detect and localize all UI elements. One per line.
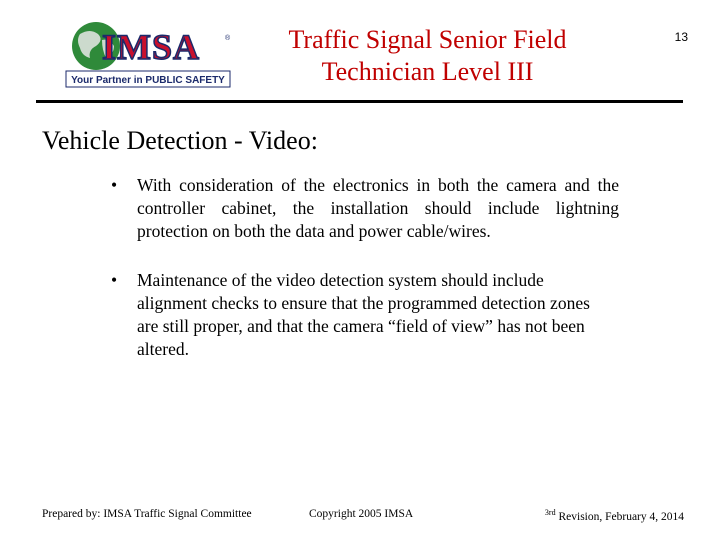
logo-tagline: Your Partner in PUBLIC SAFETY (71, 75, 225, 86)
revision-ordinal: 3rd (544, 508, 556, 517)
revision-text: Revision, February 4, 2014 (555, 510, 684, 523)
slide-title (250, 24, 605, 88)
bullet-list (111, 174, 619, 361)
logo-wordmark: IMSA (102, 27, 201, 67)
bullet-text: Maintenance of the video detection system should include alignment checks to ensure that the programmed detection zones are still proper, and that the camera “field of view” has not been altered. (137, 270, 590, 359)
bullet-icon: • (111, 270, 118, 290)
bullet-icon: • (111, 175, 118, 195)
slide-number: 13 (674, 30, 688, 44)
svg-text:®: ® (225, 35, 231, 42)
slide-title-line-1: Traffic Signal Senior Field (288, 25, 567, 54)
slide-title-line-2: Technician Level III (321, 57, 534, 86)
footer-prepared-by: Prepared by: IMSA Traffic Signal Committee (42, 508, 252, 520)
footer-revision (545, 508, 684, 523)
bullet-text: With consideration of the electronics in both the camera and the controller cabinet, the installation should include lightning protection on both the data and power cable/wires. (137, 175, 619, 241)
section-heading: Vehicle Detection - Video: (42, 126, 318, 155)
bullet-item (111, 269, 607, 361)
bullet-item (111, 174, 619, 243)
header-divider (36, 100, 683, 103)
imsa-logo (62, 20, 234, 92)
footer-copyright: Copyright 2005 IMSA (309, 508, 414, 520)
